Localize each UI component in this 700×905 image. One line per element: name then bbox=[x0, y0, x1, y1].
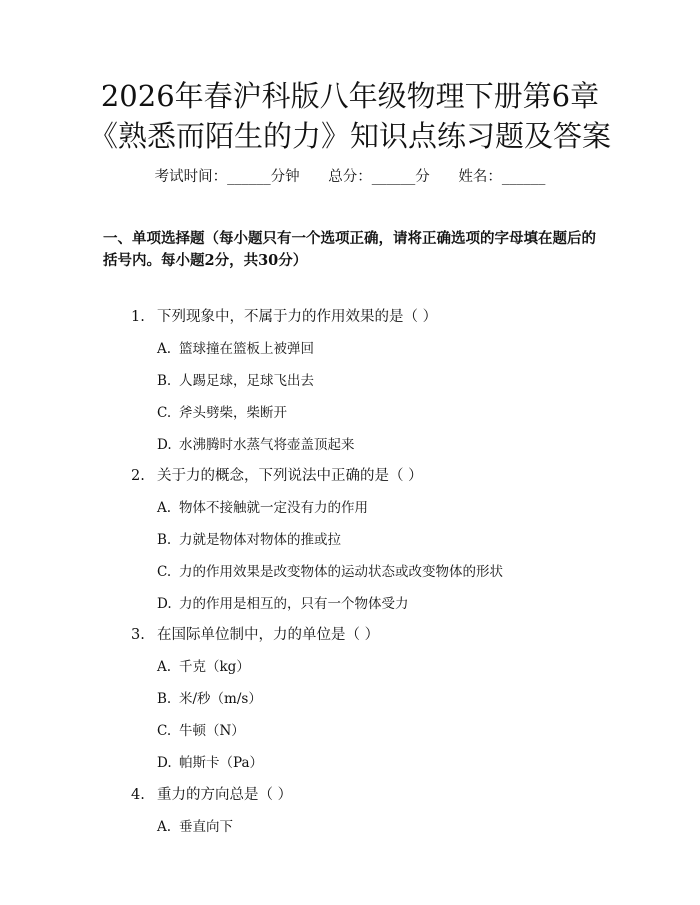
question-text: 关于力的概念，下列说法中正确的是（ ） bbox=[157, 468, 423, 484]
question-1-option-d bbox=[157, 434, 355, 456]
section-heading: 一、单项选择题（每小题只有一个选项正确，请将正确选项的字母填在题后的括号内。每小题2分，共30分） bbox=[103, 230, 596, 269]
question-2 bbox=[131, 465, 423, 487]
document-title: 2026年春沪科版八年级物理下册第6章《熟悉而陌生的力》知识点练习题及答案 bbox=[88, 79, 611, 153]
question-3 bbox=[131, 624, 379, 646]
option-label: B. bbox=[157, 532, 172, 548]
question-number: 4. bbox=[131, 787, 145, 803]
option-text: 斧头劈柴，柴断开 bbox=[179, 405, 287, 421]
option-text: 牛顿（N） bbox=[179, 723, 245, 739]
option-label: D. bbox=[157, 437, 172, 453]
question-text: 下列现象中，不属于力的作用效果的是（ ） bbox=[157, 309, 438, 325]
option-text: 力的作用效果是改变物体的运动状态或改变物体的形状 bbox=[179, 564, 503, 580]
question-1-option-a bbox=[157, 338, 314, 360]
exam-time-field: 考试时间：______分钟 bbox=[154, 169, 300, 185]
option-label: A. bbox=[157, 341, 172, 357]
question-2-option-d bbox=[157, 593, 409, 615]
option-text: 篮球撞在篮板上被弹回 bbox=[179, 341, 314, 357]
student-name-field: 姓名：______ bbox=[458, 169, 546, 185]
question-2-option-b bbox=[157, 529, 341, 551]
option-label: D. bbox=[157, 596, 172, 612]
question-3-option-a bbox=[157, 656, 250, 678]
total-score-field: 总分：______分 bbox=[328, 169, 430, 185]
question-4-option-a bbox=[157, 816, 233, 838]
option-text: 水沸腾时水蒸气将壶盖顶起来 bbox=[179, 437, 355, 453]
question-number: 3. bbox=[131, 627, 145, 643]
option-label: B. bbox=[157, 691, 172, 707]
option-text: 力就是物体对物体的推或拉 bbox=[179, 532, 341, 548]
option-text: 米/秒（m/s） bbox=[179, 691, 262, 707]
option-label: A. bbox=[157, 659, 172, 675]
question-3-option-b bbox=[157, 688, 262, 710]
option-label: A. bbox=[157, 819, 172, 835]
option-text: 人踢足球，足球飞出去 bbox=[179, 373, 314, 389]
question-3-option-d bbox=[157, 752, 263, 774]
question-1 bbox=[131, 306, 437, 328]
question-2-option-c bbox=[157, 561, 503, 583]
option-text: 物体不接触就一定没有力的作用 bbox=[179, 500, 368, 516]
question-text: 在国际单位制中，力的单位是（ ） bbox=[157, 627, 380, 643]
question-number: 2. bbox=[131, 468, 145, 484]
option-text: 帕斯卡（Pa） bbox=[179, 755, 264, 771]
question-2-option-a bbox=[157, 497, 368, 519]
option-label: C. bbox=[157, 405, 172, 421]
option-text: 千克（kg） bbox=[179, 659, 250, 675]
option-label: A. bbox=[157, 500, 172, 516]
question-number: 1. bbox=[131, 309, 145, 325]
question-1-option-c bbox=[157, 402, 287, 424]
exam-info bbox=[0, 166, 700, 188]
question-3-option-c bbox=[157, 720, 245, 742]
option-label: C. bbox=[157, 723, 172, 739]
question-4 bbox=[131, 784, 292, 806]
option-label: D. bbox=[157, 755, 172, 771]
question-text: 重力的方向总是（ ） bbox=[157, 787, 293, 803]
option-label: C. bbox=[157, 564, 172, 580]
option-text: 垂直向下 bbox=[179, 819, 233, 835]
option-label: B. bbox=[157, 373, 172, 389]
question-1-option-b bbox=[157, 370, 314, 392]
option-text: 力的作用是相互的，只有一个物体受力 bbox=[179, 596, 409, 612]
